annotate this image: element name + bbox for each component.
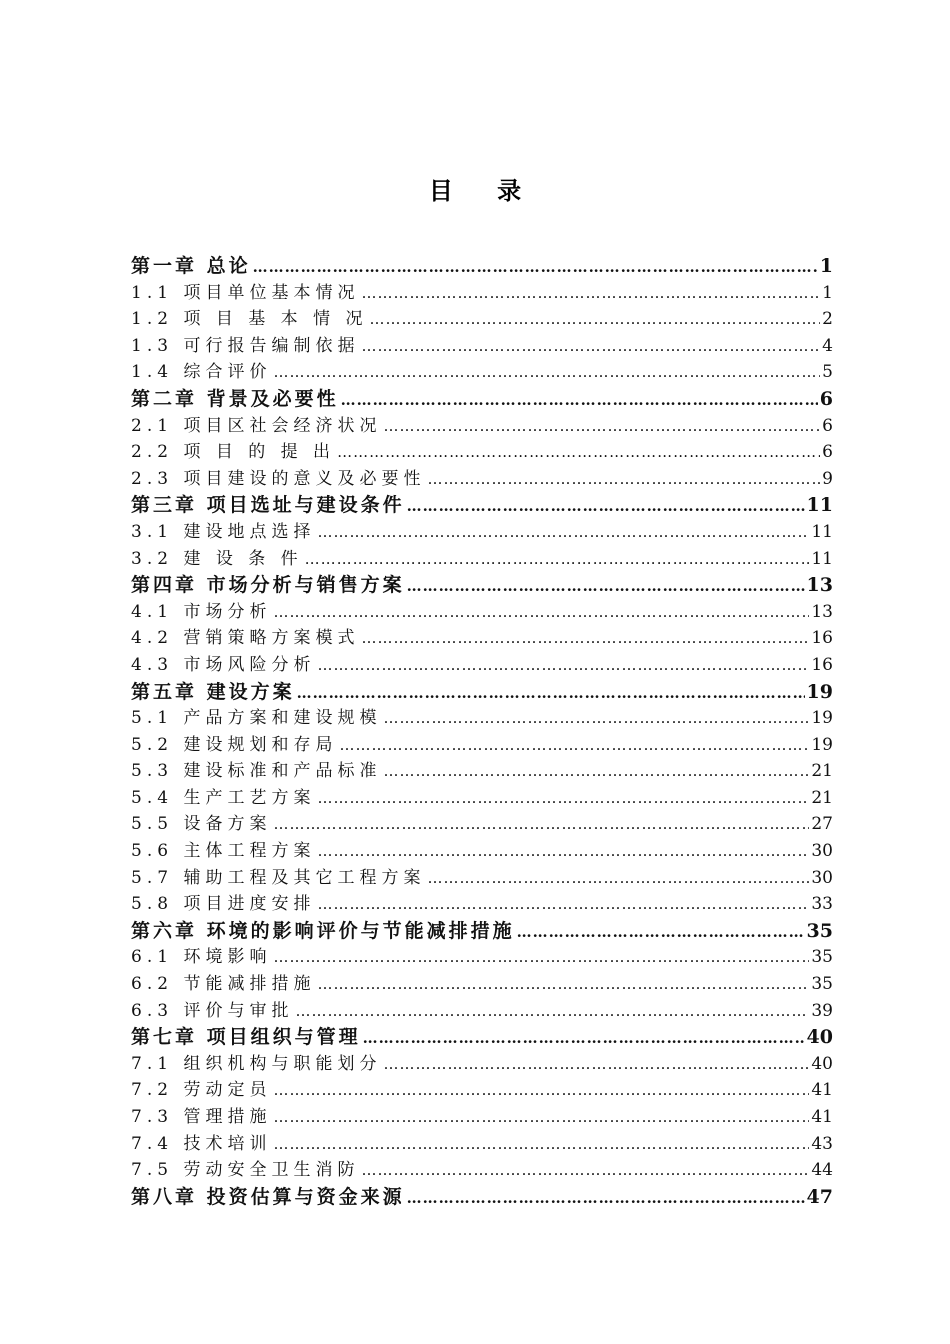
- toc-page-number: 40: [806, 1026, 833, 1049]
- toc-entry-label: 5.5 设备方案: [131, 814, 272, 835]
- dot-leader: [383, 1055, 809, 1073]
- toc-page-number: 16: [811, 654, 833, 675]
- toc-row[interactable]: [131, 411, 833, 438]
- toc-row[interactable]: [131, 331, 833, 358]
- toc-page-number: 19: [806, 680, 833, 703]
- dot-leader: [361, 629, 809, 647]
- toc-row[interactable]: [131, 783, 833, 810]
- toc-row[interactable]: [131, 703, 833, 730]
- toc-row[interactable]: [131, 544, 833, 571]
- toc-entry-label: 2.2 项 目 的 提 出: [131, 442, 336, 463]
- dot-leader: [407, 577, 805, 595]
- toc-entry-label: 7.2 劳动定员: [131, 1080, 272, 1101]
- toc-page-number: 21: [811, 787, 833, 808]
- toc-row[interactable]: [131, 889, 833, 916]
- toc-row[interactable]: [131, 304, 833, 331]
- toc-entry-label: 2.1 项目区社会经济状况: [131, 415, 382, 436]
- toc-page-number: 21: [811, 761, 833, 782]
- toc-row[interactable]: [131, 1129, 833, 1156]
- toc-chapter-row[interactable]: [131, 490, 833, 517]
- dot-leader: [295, 1002, 809, 1020]
- dot-leader: [273, 603, 809, 621]
- toc-entry-label: 1.2 项 目 基 本 情 况: [131, 309, 368, 330]
- toc-row[interactable]: [131, 278, 833, 305]
- dot-leader: [273, 1081, 809, 1099]
- toc-page-number: 19: [811, 734, 833, 755]
- toc-entry-label: 4.2 营销策略方案模式: [131, 628, 360, 649]
- toc-row[interactable]: [131, 969, 833, 996]
- toc-row[interactable]: [131, 597, 833, 624]
- toc-page-number: 13: [811, 601, 833, 622]
- toc-entry-label: 第五章 建设方案: [131, 680, 295, 703]
- toc-page-number: 33: [811, 894, 833, 915]
- toc-entry-label: 6.3 评价与审批: [131, 1000, 294, 1021]
- toc-chapter-row[interactable]: [131, 916, 833, 943]
- toc-row[interactable]: [131, 756, 833, 783]
- dot-leader: [407, 1189, 805, 1207]
- toc-row[interactable]: [131, 996, 833, 1023]
- toc-entry-label: 5.6 主体工程方案: [131, 841, 316, 862]
- dot-leader: [407, 497, 805, 515]
- toc-row[interactable]: [131, 437, 833, 464]
- toc-page-number: 41: [811, 1107, 833, 1127]
- toc-page-number: 30: [811, 841, 833, 862]
- dot-leader: [341, 391, 818, 409]
- dot-leader: [273, 1135, 809, 1153]
- toc-entry-label: 1.1 项目单位基本情况: [131, 282, 360, 303]
- toc-row[interactable]: [131, 623, 833, 650]
- dot-leader: [517, 923, 805, 941]
- toc-entry-label: 7.4 技术培训: [131, 1133, 272, 1154]
- toc-page-number: 11: [811, 548, 833, 569]
- toc-entry-label: 1.4 综合评价: [131, 362, 272, 383]
- toc-page-number: 6: [822, 415, 833, 436]
- toc-entry-label: 4.1 市场分析: [131, 601, 272, 622]
- page-title: 目 录: [428, 177, 540, 205]
- toc-page-number: 13: [806, 574, 833, 597]
- toc-page-number: 30: [811, 867, 833, 888]
- dot-leader: [317, 789, 809, 807]
- toc-row[interactable]: [131, 517, 833, 544]
- toc-row[interactable]: [131, 1075, 833, 1102]
- toc-entry-label: 第三章 项目选址与建设条件: [131, 494, 405, 517]
- toc-entry-label: 5.1 产品方案和建设规模: [131, 708, 382, 729]
- toc-chapter-row[interactable]: [131, 251, 833, 278]
- dot-leader: [383, 417, 820, 435]
- toc-page-number: 44: [811, 1160, 833, 1181]
- table-of-contents: [131, 251, 833, 1208]
- dot-leader: [317, 975, 809, 993]
- toc-entry-label: 6.2 节能减排措施: [131, 974, 316, 995]
- toc-chapter-row[interactable]: [131, 570, 833, 597]
- toc-entry-label: 1.3 可行报告编制依据: [131, 335, 360, 356]
- dot-leader: [273, 1108, 809, 1126]
- toc-entry-label: 5.7 辅助工程及其它工程方案: [131, 867, 426, 888]
- toc-row[interactable]: [131, 942, 833, 969]
- toc-row[interactable]: [131, 357, 833, 384]
- toc-page-number: 2: [822, 309, 833, 330]
- dot-leader: [361, 284, 820, 302]
- toc-page-number: 6: [819, 387, 833, 410]
- toc-entry-label: 6.1 环境影响: [131, 947, 272, 968]
- toc-entry-label: 第四章 市场分析与销售方案: [131, 574, 405, 597]
- dot-leader: [317, 842, 809, 860]
- toc-entry-label: 第六章 环境的影响评价与节能减排措施: [131, 919, 515, 942]
- dot-leader: [361, 1161, 809, 1179]
- dot-leader: [273, 815, 809, 833]
- dot-leader: [383, 709, 809, 727]
- toc-chapter-row[interactable]: [131, 1182, 833, 1209]
- toc-page-number: 1: [822, 282, 833, 303]
- toc-page-number: 11: [806, 494, 833, 517]
- toc-row[interactable]: [131, 1102, 833, 1129]
- toc-page-number: 35: [806, 919, 833, 942]
- toc-page-number: 6: [822, 442, 833, 463]
- toc-page-number: 40: [811, 1053, 833, 1074]
- toc-chapter-row[interactable]: [131, 1022, 833, 1049]
- toc-page-number: 11: [811, 521, 833, 542]
- dot-leader: [427, 470, 820, 488]
- dot-leader: [383, 762, 809, 780]
- toc-entry-label: 第二章 背景及必要性: [131, 387, 339, 410]
- toc-page-number: 16: [811, 628, 833, 649]
- dot-leader: [317, 523, 809, 541]
- toc-page-number: 4: [822, 335, 833, 356]
- toc-page-number: 9: [822, 468, 833, 489]
- dot-leader: [361, 337, 820, 355]
- toc-entry-label: 4.3 市场风险分析: [131, 654, 316, 675]
- toc-row[interactable]: [131, 730, 833, 757]
- toc-row[interactable]: [131, 836, 833, 863]
- toc-page-number: 5: [822, 362, 833, 383]
- toc-row[interactable]: [131, 650, 833, 677]
- toc-row[interactable]: [131, 863, 833, 890]
- toc-row[interactable]: [131, 809, 833, 836]
- toc-page-number: 39: [811, 1000, 833, 1021]
- toc-page-number: 47: [806, 1185, 833, 1208]
- toc-entry-label: 3.2 建 设 条 件: [131, 548, 303, 569]
- toc-entry-label: 7.5 劳动安全卫生消防: [131, 1160, 360, 1181]
- dot-leader: [317, 895, 809, 913]
- toc-page-number: 27: [811, 814, 833, 835]
- dot-leader: [337, 443, 820, 461]
- toc-page-number: 1: [819, 255, 833, 277]
- toc-entry-label: 3.1 建设地点选择: [131, 521, 316, 542]
- toc-page-number: 19: [811, 708, 833, 729]
- dot-leader: [305, 550, 810, 568]
- toc-entry-label: 7.3 管理措施: [131, 1107, 272, 1127]
- toc-page-number: 41: [811, 1080, 833, 1101]
- toc-entry-label: 5.4 生产工艺方案: [131, 787, 316, 808]
- dot-leader: [339, 736, 809, 754]
- toc-entry-label: 2.3 项目建设的意义及必要性: [131, 468, 426, 489]
- toc-row[interactable]: [131, 464, 833, 491]
- dot-leader: [253, 258, 818, 276]
- toc-page-number: 35: [811, 974, 833, 995]
- toc-entry-label: 7.1 组织机构与职能划分: [131, 1053, 382, 1074]
- dot-leader: [297, 684, 805, 702]
- toc-chapter-row[interactable]: [131, 677, 833, 704]
- toc-entry-label: 第八章 投资估算与资金来源: [131, 1185, 405, 1208]
- dot-leader: [273, 363, 820, 381]
- dot-leader: [273, 948, 809, 966]
- toc-entry-label: 5.8 项目进度安排: [131, 894, 316, 915]
- toc-entry-label: 5.2 建设规划和存局: [131, 734, 338, 755]
- toc-entry-label: 5.3 建设标准和产品标准: [131, 761, 382, 782]
- dot-leader: [427, 869, 809, 887]
- dot-leader: [363, 1029, 805, 1047]
- dot-leader: [317, 656, 809, 674]
- toc-chapter-row[interactable]: [131, 384, 833, 411]
- toc-row[interactable]: [131, 1155, 833, 1182]
- toc-row[interactable]: [131, 1049, 833, 1076]
- dot-leader: [369, 310, 820, 328]
- toc-page-number: 35: [811, 947, 833, 968]
- toc-entry-label: 第七章 项目组织与管理: [131, 1026, 361, 1049]
- toc-entry-label: 第一章 总论: [131, 255, 251, 277]
- toc-page-number: 43: [811, 1133, 833, 1154]
